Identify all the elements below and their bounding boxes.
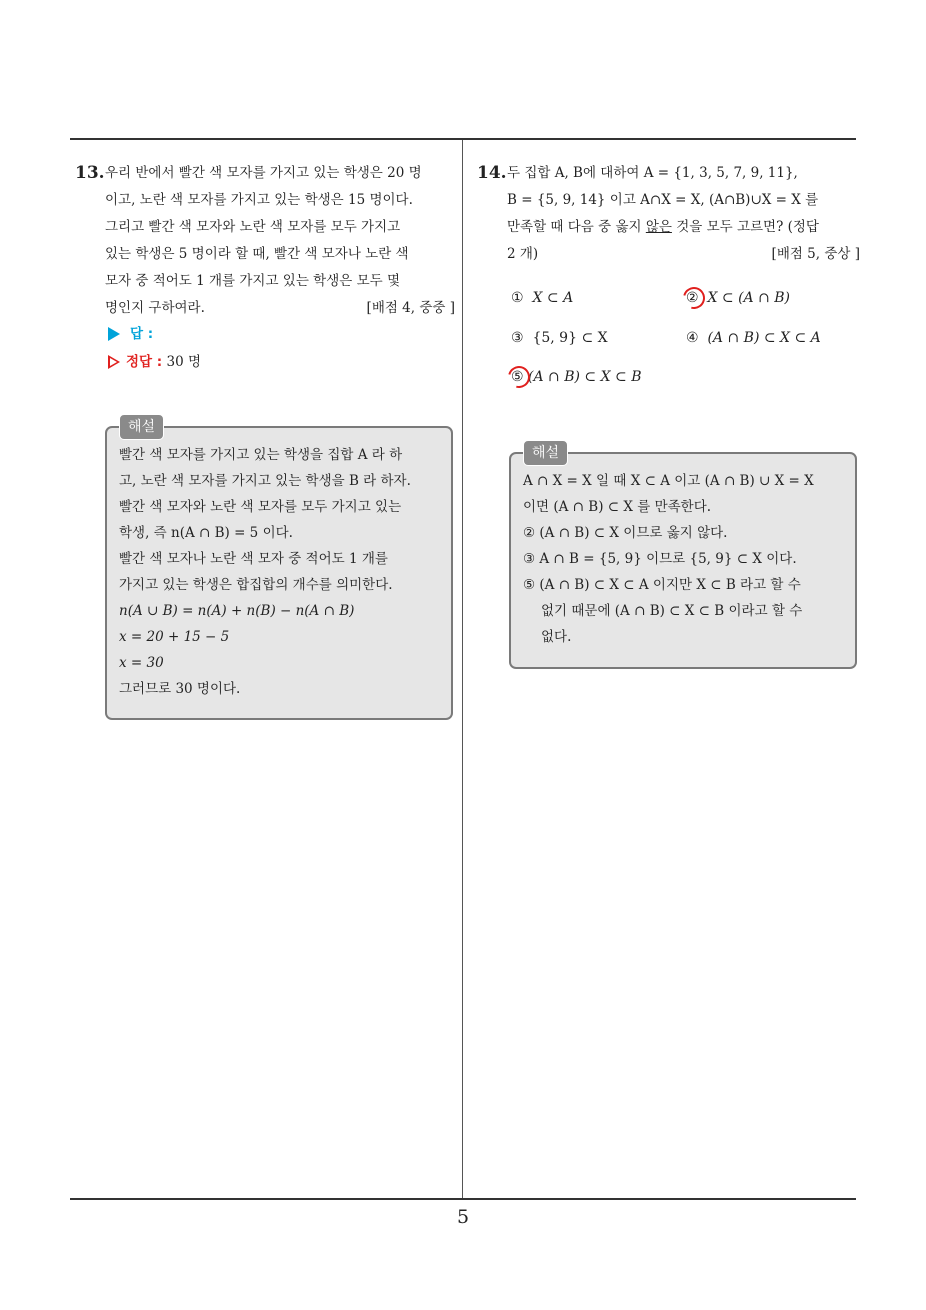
choice-number: ③ [511, 330, 524, 346]
question-line: 모자 중 적어도 1 개를 가지고 있는 학생은 모두 몇 [105, 273, 400, 289]
points-label: [배점 4, 중중 ] [366, 300, 455, 316]
underlined-word: 않은 [645, 219, 672, 235]
answer-row [108, 322, 153, 342]
question-line-end: 명인지 구하여라. [105, 300, 205, 316]
question-14 [477, 160, 860, 268]
solution-line: x = 30 [119, 655, 164, 671]
question-line [507, 214, 860, 241]
column-divider [462, 140, 463, 1198]
page-number: 5 [456, 1206, 470, 1228]
solution-line: 빨간 색 모자를 가지고 있는 학생을 집합 A 라 하 [119, 447, 403, 463]
solution-line: x = 20 + 15 − 5 [119, 629, 230, 645]
question-line-part: 만족할 때 다음 중 옳지 [507, 219, 646, 235]
header-rule [70, 138, 856, 140]
choice-text: (A ∩ B) ⊂ X ⊂ A [707, 330, 821, 346]
play-triangle-icon [108, 327, 120, 341]
choice-1[interactable] [511, 290, 573, 306]
solution-line: 이면 (A ∩ B) ⊂ X 를 만족한다. [523, 499, 712, 515]
choice-2[interactable] [686, 290, 790, 306]
solution-line: n(A ∪ B) = n(A) + n(B) − n(A ∩ B) [119, 603, 355, 619]
points-label: [배점 5, 중상 ] [771, 246, 860, 262]
choice-number: ⑤ [511, 369, 524, 385]
red-circle-mark-icon [504, 362, 534, 392]
solution-line: ③ A ∩ B = {5, 9} 이므로 {5, 9} ⊂ X 이다. [523, 551, 797, 567]
correct-value: 30 명 [166, 354, 201, 370]
solution-line: 없기 때문에 (A ∩ B) ⊂ X ⊂ B 이라고 할 수 [541, 603, 803, 619]
solution-line: 고, 노란 색 모자를 가지고 있는 학생을 B 라 하자. [119, 473, 411, 489]
correct-label: 정답 : [126, 354, 163, 370]
solution-line: 가지고 있는 학생은 합집합의 개수를 의미한다. [119, 577, 393, 593]
question-line-part: 것을 모두 고르면? (정답 [671, 219, 819, 235]
choice-number: ② [686, 290, 699, 306]
solution-line: 빨간 색 모자와 노란 색 모자를 모두 가지고 있는 [119, 499, 402, 515]
solution-line: ② (A ∩ B) ⊂ X 이므로 옳지 않다. [523, 525, 728, 541]
question-13 [75, 160, 455, 322]
hollow-triangle-icon [108, 355, 120, 369]
choice-text: X ⊂ (A ∩ B) [707, 290, 791, 306]
solution-line: A ∩ X = X 일 때 X ⊂ A 이고 (A ∩ B) ∪ X = X [523, 473, 814, 489]
question-line-end: 2 개) [507, 246, 539, 262]
solution-tag: 해설 [119, 414, 164, 440]
question-line: 있는 학생은 5 명이라 할 때, 빨간 색 모자나 노란 색 [105, 246, 409, 262]
footer-rule [70, 1198, 856, 1200]
choice-3[interactable] [511, 330, 608, 346]
choice-number: ④ [686, 330, 699, 346]
choice-text: X ⊂ A [532, 290, 574, 306]
question-line [105, 295, 455, 322]
solution-tag: 해설 [523, 440, 568, 466]
choice-text: (A ∩ B) ⊂ X ⊂ B [528, 369, 642, 385]
solution-line: 그러므로 30 명이다. [119, 681, 241, 697]
correct-answer-row [108, 350, 201, 370]
question-number: 14. [477, 163, 507, 183]
question-line: 두 집합 A, B에 대하여 A = {1, 3, 5, 7, 9, 11}, [507, 165, 798, 181]
choice-4[interactable] [686, 330, 821, 346]
solution-line: 학생, 즉 n(A ∩ B) = 5 이다. [119, 525, 293, 541]
choice-number: ① [511, 290, 524, 306]
question-line [507, 241, 860, 268]
question-line: 그리고 빨간 색 모자와 노란 색 모자를 모두 가지고 [105, 219, 401, 235]
question-number: 13. [75, 163, 105, 183]
solution-box-14 [509, 445, 857, 669]
choice-5[interactable] [511, 369, 642, 385]
question-text [507, 160, 860, 268]
question-line: 이고, 노란 색 모자를 가지고 있는 학생은 15 명이다. [105, 192, 413, 208]
solution-line: 빨간 색 모자나 노란 색 모자 중 적어도 1 개를 [119, 551, 388, 567]
answer-label: 답 : [130, 326, 154, 342]
red-circle-mark-icon [679, 283, 709, 313]
choice-text: {5, 9} ⊂ X [532, 330, 608, 346]
question-line: B = {5, 9, 14} 이고 A∩X = X, (A∩B)∪X = X 를 [507, 192, 819, 208]
solution-box-13 [105, 419, 453, 720]
question-text [105, 160, 455, 322]
solution-line: ⑤ (A ∩ B) ⊂ X ⊂ A 이지만 X ⊂ B 라고 할 수 [523, 577, 801, 593]
question-line: 우리 반에서 빨간 색 모자를 가지고 있는 학생은 20 명 [105, 165, 422, 181]
solution-line: 없다. [541, 629, 572, 645]
